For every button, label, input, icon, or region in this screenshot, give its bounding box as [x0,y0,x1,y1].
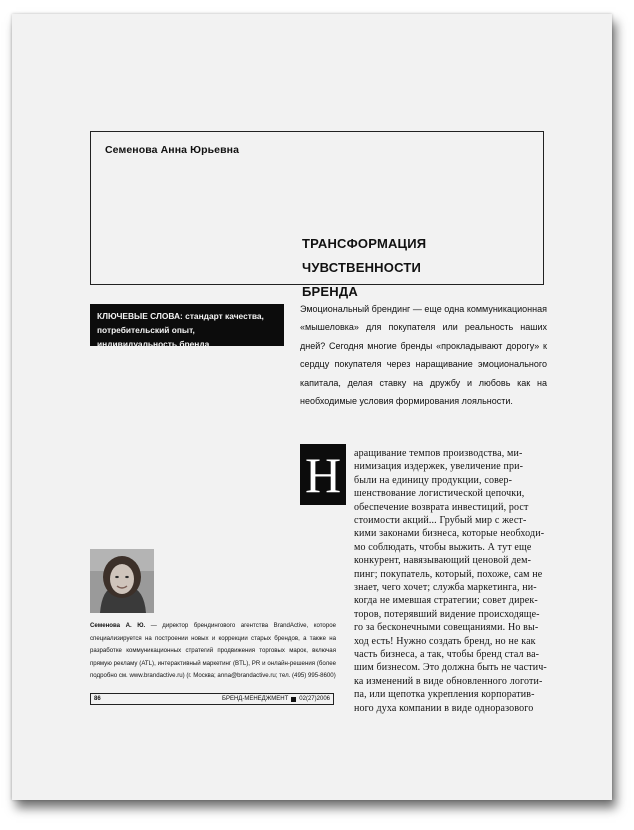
page-number: 86 [94,696,101,702]
abstract [300,300,547,410]
author-name: Семенова Анна Юрьевна [105,144,240,156]
body-text-line: кими законами бизнеса, которые необходи- [354,528,545,540]
body-text-line: ного духа компании в виде одноразового [354,702,534,714]
body-text-line: торов, потерявший видение происходяще- [354,608,540,620]
abstract-text: Эмоциональный брендинг — еще одна коммуникационная «мышеловка» для покупателя или реальность наших дней? Сегодня многие бренды «прокладывают дорогу» к сердцу покупателя через наращивание эмоционального капитала, делая ставку на дружбу и любовь как на необходимые условия формирования лояльности. [300,304,547,407]
issue-number: 02(27)2006 [299,696,330,702]
body-text-line: обеспечение возврата инвестиций, рост [354,501,529,513]
page-footer [90,693,334,705]
body-text-line: го за бесконечными совещаниями. Но вы- [354,622,539,634]
square-icon [291,697,296,702]
article-title [302,232,538,304]
body-text-line: шенствование логистической цепочки, [354,488,525,500]
body-text-line: когда не имевшая стратегии; совет дирек- [354,595,538,607]
footer-journal [222,696,330,702]
body-text-line: аращивание темпов производства, ми- [354,448,523,459]
body-text-line: шим бизнесом. Это должна быть не частич- [354,662,547,674]
journal-name: БРЕНД-МЕНЕДЖМЕНТ [222,696,289,702]
body-text-line: нимизация издержек, увеличение при- [354,461,524,473]
body-text-line: ка изменений в виде обновленного логоти- [354,675,543,687]
body-text-line: мо соблюдать, чтобы выжить. А тут еще [354,541,532,553]
article-title-line-2: БРЕНДА [302,284,358,299]
keywords-label: КЛЮЧЕВЫЕ СЛОВА: [97,311,183,321]
body-text-line: стоимости акций... Грубый мир с жест- [354,515,527,526]
drop-cap: Н [300,444,346,505]
article-title-line-1: ТРАНСФОРМАЦИЯ ЧУВСТВЕННОСТИ [302,236,427,275]
body-text-line: часть бизнеса, а так, чтобы бренд стал ва- [354,649,540,660]
keywords-box [90,304,284,349]
body-text-line: пинг; покупатель, который, похоже, сам не [354,568,543,580]
magazine-page [12,14,612,800]
author-bio [90,620,336,683]
bio-name: Семенова А. Ю. [90,622,146,629]
bio-text: — директор брендингового агентства BrandActive, которое специализируется на построении новых и коррекции старых брендов, а также на разработке коммуникационных стратегий продвижения торговых марок, включая прямую рекламу (ATL), интерактивный маркетинг (BTL), PR и онлайн-решения (более подробно см. www.brandactive.ru) (г. Москва; anna@brandactive.ru; тел. (495) 995-8600) [90,622,336,680]
author-photo [90,549,154,613]
body-text-line: знает, чего хочет; служба маркетинга, ни- [354,582,537,593]
keywords-text: стандарт качества, потребительский опыт, индивидуальность бренда [97,311,264,349]
body-text-line: были на единицу продукции, совер- [354,474,513,486]
body-text-line: ход есть! Нужно создать бренд, но не как [354,635,536,647]
body-text-line: конкурент, навязывающий ценовой дем- [354,555,532,567]
title-box [90,131,544,299]
body-text-line: па, или щепотка укрепления корпоратив- [354,689,535,701]
